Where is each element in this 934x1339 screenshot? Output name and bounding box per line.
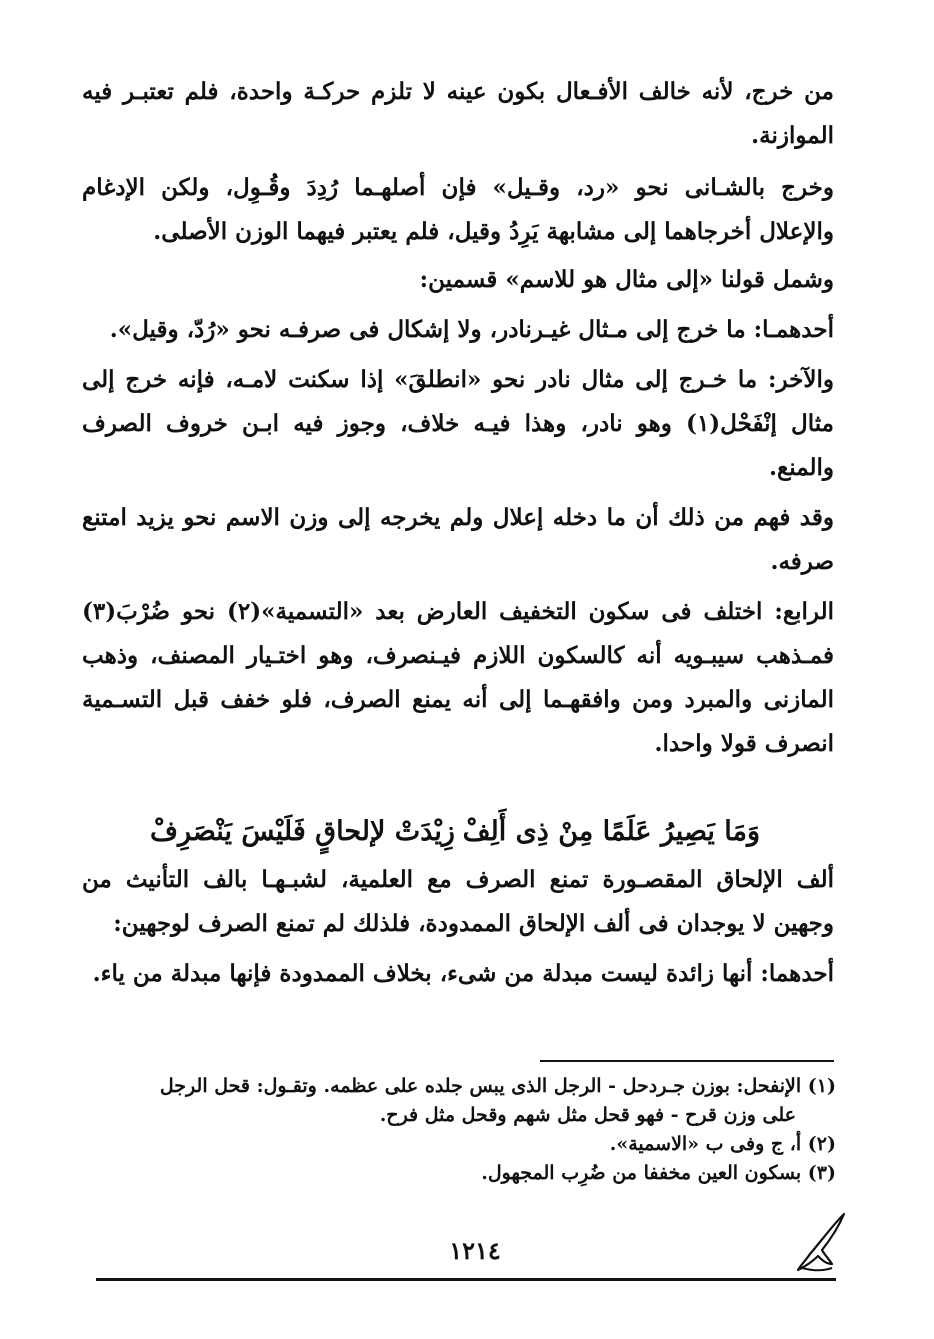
paragraph-3: وشمل قولنا «إلى مثال هو للاسم» قسمين: — [419, 266, 834, 293]
paragraph-7: الرابع: اختلف فى سكون التخفيف العارض بعد «التسمية»(٢) نحو ضُرْبَ(٣) فمـذهب سيبـويه أنه كالسكون اللازم فيـنصرف، وهو اختـيار المصنف، وذهب المازنى والمبرد ومن وافقهـما إلى أنه يمنع الصرف، فلو خفف قبل التسـمية انصرف قولا واحدا. — [82, 598, 834, 757]
paragraph-1: من خرج، لأنه خالف الأفـعال بكون عينه لا تلزم حركـة واحدة، فلم تعتبـر فيه الموازنة. — [82, 78, 834, 149]
body-text-upper — [82, 70, 834, 766]
paragraph-5: والآخر: ما خـرج إلى مثال نادر نحو «انطلقَ» إذا سكنت لامـه، فإنه خرج إلى مثال إنْفَحْل(١) وهو نادر، وهذا فيـه خلاف، وجوز فيه ابـن خروف الصرف والمنع. — [82, 366, 834, 481]
verse-hemistich-right: وَمَا يَصِيرُ عَلَمًا مِنْ ذِى أَلِفْ — [462, 816, 760, 847]
verse-hemistich-left: زِيْدَتْ لإلحاقٍ فَلَيْسَ يَنْصَرِفْ — [150, 816, 455, 847]
body-text-lower — [82, 858, 834, 996]
footnote-1-continuation: على وزن قرح - فهو قحل مثل شهم وقحل مثل فرح. — [379, 1104, 796, 1126]
footnote-1: (١) الإنفحل: بوزن جـردحل - الرجل الذى يبس جلده على عظمه. وتقـول: قحل الرجل — [159, 1075, 836, 1097]
signature-mark-icon — [792, 1210, 852, 1276]
verse-line — [150, 808, 760, 856]
footnote-2: (٢) أ، ج وفى ب «الاسمية». — [609, 1133, 836, 1155]
paragraph-8: ألف الإلحاق المقصـورة تمنع الصرف مع العلمية، لشبـهـا بالف التأنيث من وجهين لا يوجدان فى ألف الإلحاق الممدودة، فلذلك لم تمنع الصرف لوجهين: — [82, 866, 834, 937]
paragraph-2: وخرج بالشـانى نحو «رد، وقـيل» فإن أصلهـما رُدِدَ وقُـوِل، ولكن الإدغام والإعلال أخرجاهما إلى مشابهة يَرِدُ وقيل، فلم يعتبر فيهما الوزن الأصلى. — [82, 174, 834, 245]
bottom-rule — [96, 1278, 836, 1281]
paragraph-6: وقد فهم من ذلك أن ما دخله إعلال ولم يخرجه إلى وزن الاسم نحو يزيد امتنع صرفه. — [82, 504, 834, 575]
footnotes — [82, 1072, 836, 1188]
footnote-divider — [540, 1060, 834, 1062]
page-number: ١٢١٤ — [449, 1236, 501, 1265]
footnote-3: (٣) بسكون العين مخففا من ضُرِب المجهول. — [481, 1162, 836, 1184]
paragraph-4: أحدهمـا: ما خرج إلى مـثال غيـرنادر، ولا إشكال فى صرفـه نحو «رُدّ، وقيل». — [109, 316, 834, 343]
paragraph-9: أحدهما: أنها زائدة ليست مبدلة من شىء، بخلاف الممدودة فإنها مبدلة من ياء. — [92, 960, 834, 987]
